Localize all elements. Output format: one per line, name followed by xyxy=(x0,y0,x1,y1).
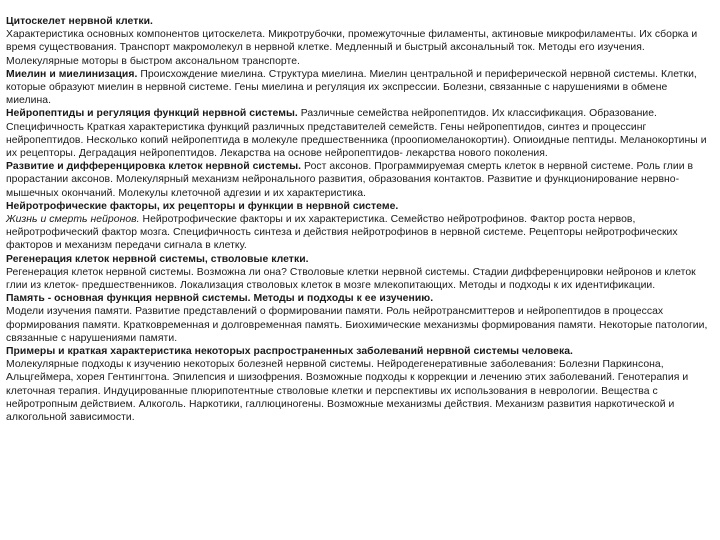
section-heading: Нейропептиды и регуляция функций нервной системы. xyxy=(6,108,298,120)
section-diseases xyxy=(6,345,712,424)
section-memory xyxy=(6,292,712,345)
section-heading: Миелин и миелинизация. xyxy=(6,68,138,80)
section-body: Молекулярные подходы к изучению некоторых болезней нервной системы. Нейродегенеративные заболевания: Болезни Паркинсона, Альцгеймера, хорея Гентингтона. Эпилепсия и шизофрения. Возможные подходы к коррекции и лечению этих заболеваний. Генотерапия и клеточная терапия. Индуцированные плюрипотентные стволовые клетки и перспективы их использования в неврологии. Вещества с нейротропным действием. Алкоголь. Наркотики, галлюциногены. Возможные механизмы действия. Механизм развития наркотической и алкогольной зависимости. xyxy=(6,359,689,424)
section-heading: Нейротрофические факторы, их рецепторы и функции в нервной системе. xyxy=(6,200,399,212)
section-heading: Цитоскелет нервной клетки. xyxy=(6,16,153,27)
section-neurotrophic xyxy=(6,200,712,253)
section-body: Происхождение миелина. Структура миелина. Миелин центральной и периферической нервной системы. Клетки, которые образуют миелин в нервной системе. Гены миелина и регуляция их экспрессии. Болезни, связанные с нарушениями в обмене миелина. xyxy=(6,68,697,107)
document-page xyxy=(6,15,712,424)
section-myelin xyxy=(6,68,712,108)
section-regeneration xyxy=(6,253,712,293)
section-body: Модели изучения памяти. Развитие представлений о формировании памяти. Роль нейротрансмиттеров и нейропептидов в процессах формирования памяти. Кратковременная и долговременная память. Биохимические механизмы формирования памяти. Некоторые патологии, связанные с нарушениями памяти. xyxy=(6,306,708,344)
section-lead: Жизнь и смерть нейронов. xyxy=(6,214,140,226)
section-neuropeptides xyxy=(6,107,712,160)
section-cytoskeleton xyxy=(6,15,712,68)
section-heading: Память - основная функция нервной системы. Методы и подходы к ее изучению. xyxy=(6,293,434,305)
section-body: Регенерация клеток нервной системы. Возможна ли она? Стволовые клетки нервной системы. Стадии дифференцировки нейронов и клеток глии из клеток- предшественников. Локализация стволовых клеток в мозге млекопитающих. Методы и подходы к их идентификации. xyxy=(6,266,696,292)
section-heading: Регенерация клеток нервной системы, стволовые клетки. xyxy=(6,253,309,265)
section-development xyxy=(6,160,712,200)
section-body: Характеристика основных компонентов цитоскелета. Микротрубочки, промежуточные филаменты, актиновые микрофиламенты. Их сборка и время существования. Транспорт макромолекул в нервной клетке. Медленный и быстрый аксональный ток. Методы его изучения. Молекулярные моторы в быстром аксональном транспорте. xyxy=(6,29,698,67)
section-heading: Примеры и краткая характеристика некоторых распространенных заболеваний нервной системы человека. xyxy=(6,346,573,358)
section-body: Рост аксонов. Программируемая смерть клеток в нервной системе. Роль глии в прорастании аксонов. Молекулярный механизм нейронального развития, образования контактов. Развитие и функционирование нервно-мышечных окончаний. Молекулы клеточной адгезии и их характеристика. xyxy=(6,161,694,199)
section-body: Нейротрофические факторы и их характеристика. Семейство нейротрофинов. Фактор роста нервов, нейротрофический фактор мозга. Специфичность синтеза и действия нейротрофинов в нервной системе. Рецепторы нейротрофических факторов и механизм передачи сигнала в клетку. xyxy=(6,214,678,252)
section-body: Различные семейства нейропептидов. Их классификация. Образование. Специфичность Краткая характеристика функций различных представителей семейств. Гены нейропептидов, синтез и процессинг нейропептидов. Несколько копий нейропептида в молекуле предшественника (проопиомеланокортин). Опиоидные пептиды. Меланокортины и их рецепторы. Деградация нейропептидов. Лекарства на основе нейропептидов- лекарства нового поколения. xyxy=(6,108,707,160)
section-heading: Развитие и дифференцировка клеток нервной системы. xyxy=(6,161,302,173)
